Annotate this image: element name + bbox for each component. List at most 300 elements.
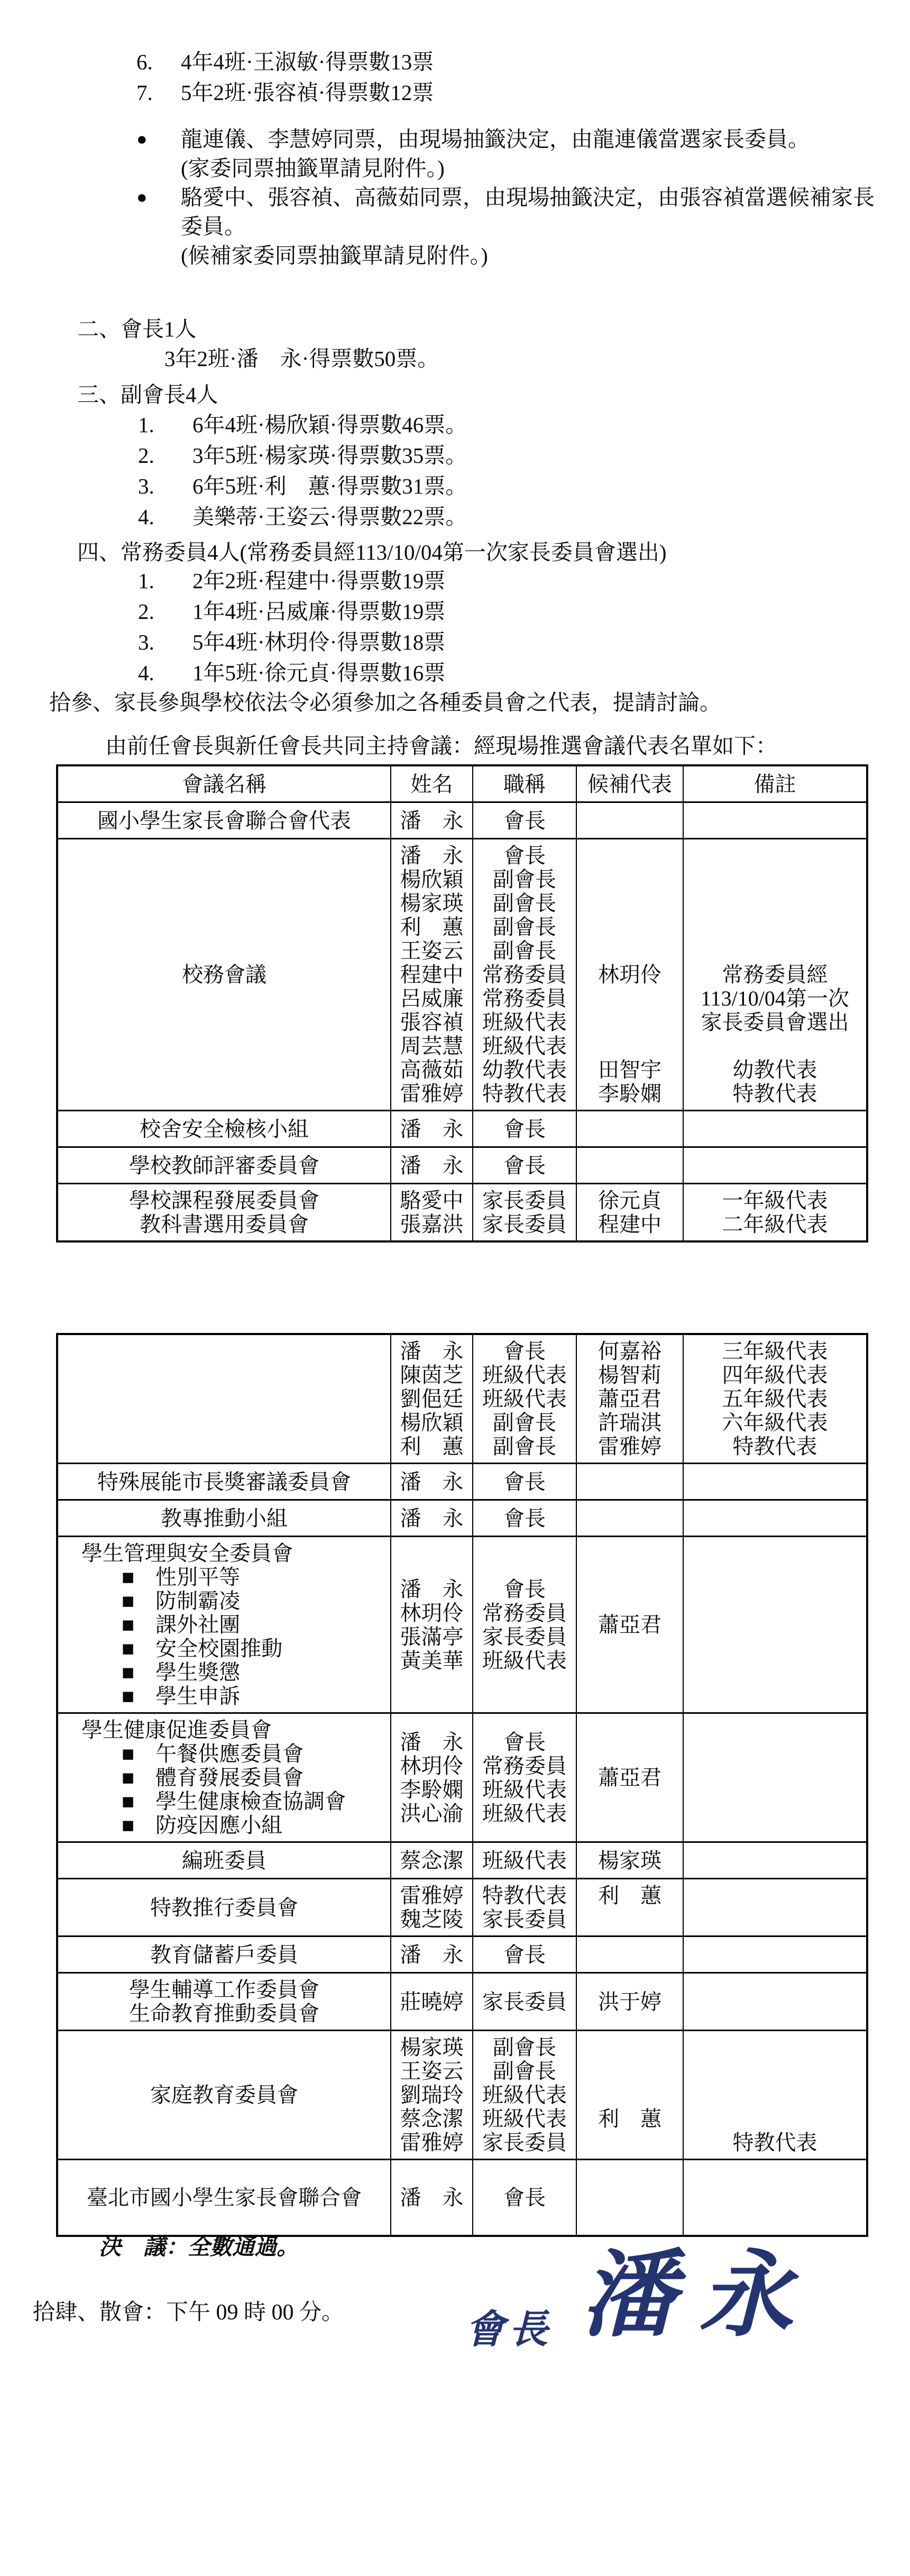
text-line: 常務委員經 <box>722 963 828 986</box>
top-list-item <box>136 47 434 77</box>
text-line: 潘 永 <box>400 1730 464 1754</box>
table-row <box>58 1501 866 1537</box>
cell-titles <box>473 1111 577 1146</box>
table-row <box>58 2031 866 2160</box>
table-row <box>58 1335 866 1464</box>
header-text: 會議名稱 <box>182 772 266 796</box>
text-line: 副會長 <box>493 939 556 963</box>
cell-alternates <box>577 1974 684 2030</box>
item-text: 1年5班·徐元貞·得票數16票 <box>192 661 446 685</box>
item-number: 2. <box>138 443 154 468</box>
item-number: 2. <box>138 599 154 624</box>
text-line: 班級代表 <box>482 1010 567 1034</box>
text-line: 一年級代表 <box>722 1189 828 1212</box>
text-line: 徐元貞 <box>598 1189 661 1212</box>
text-line: 學生輔導工作委員會 <box>129 1978 319 2002</box>
header-cell <box>577 766 684 801</box>
item-number: 1. <box>138 569 154 593</box>
cell-names <box>391 1537 473 1712</box>
closing-line: 拾肆、散會：下午 09 時 00 分。 <box>33 2300 344 2325</box>
text-line: 潘 永 <box>400 1942 464 1967</box>
text-line: 家長委員 <box>482 1907 567 1931</box>
table-row <box>58 1111 866 1148</box>
text-line: 班級代表 <box>482 1387 567 1411</box>
text-line: ■ 學生健康檢查協調會 <box>122 1789 346 1813</box>
cell-remarks <box>684 1111 866 1146</box>
committee-representatives-table-1 <box>56 764 868 1243</box>
text-line: 會長 <box>503 2186 546 2209</box>
note-text: (候補家委同票抽籤單請見附件。) <box>181 243 488 268</box>
cell-titles <box>473 803 577 838</box>
text-line: 會長 <box>503 844 546 867</box>
cell-names <box>391 1184 473 1240</box>
item-number: 1. <box>138 413 154 437</box>
text-line: 學校教師評審委員會 <box>129 1153 319 1177</box>
signature-title: 會長 <box>465 2308 552 2352</box>
cell-titles <box>473 1335 577 1463</box>
text-line: 常務委員 <box>482 1753 567 1778</box>
vice-chairman-item <box>138 440 467 471</box>
cell-remarks <box>684 1184 866 1240</box>
section-vice-chairman-heading: 三、副會長4人 <box>77 382 218 407</box>
text-line: 班級代表 <box>482 2107 567 2131</box>
text-line: 特教代表 <box>732 1435 817 1458</box>
cell-committee <box>58 1937 391 1972</box>
note-text: 駱愛中、張容禎、高薇茹同票，由現場抽籤決定，由張容禎當選候補家長 <box>181 185 875 209</box>
text-line: 副會長 <box>493 2059 556 2083</box>
cell-titles <box>473 2160 577 2235</box>
chairman-signature <box>465 2235 793 2357</box>
text-line: 特教代表 <box>732 1082 817 1106</box>
text-line: 四年級代表 <box>722 1363 828 1387</box>
section-chairman-result: 3年2班·潘 永·得票數50票。 <box>164 346 439 371</box>
text-line: 副會長 <box>493 867 556 891</box>
text-line: 張滿亭 <box>400 1624 464 1649</box>
text-line: 班級代表 <box>482 1848 567 1872</box>
text-line: 田智宇 <box>598 1058 661 1082</box>
cell-alternates <box>577 1501 684 1536</box>
cell-alternates <box>577 1335 684 1463</box>
text-line: 家長委員會選出 <box>701 1010 849 1034</box>
text-line: 楊家瑛 <box>400 891 464 915</box>
text-line: 楊欣穎 <box>400 1411 464 1435</box>
cell-titles <box>473 1879 577 1935</box>
text-line: 王姿云 <box>400 2059 464 2083</box>
text-line: 副會長 <box>493 1435 556 1458</box>
text-line: 副會長 <box>493 891 556 915</box>
standing-committee-item <box>138 657 445 688</box>
cell-committee <box>58 839 391 1110</box>
text-line: 生命教育推動委員會 <box>129 2002 319 2025</box>
note-line <box>136 212 875 241</box>
text-line: 楊家瑛 <box>598 1848 661 1872</box>
cell-remarks <box>684 1501 866 1536</box>
cell-remarks <box>684 1537 866 1712</box>
cell-titles <box>473 1501 577 1536</box>
text-line: 三年級代表 <box>722 1339 828 1363</box>
text-line: 學生健康促進委員會 <box>81 1718 272 1742</box>
header-cell <box>473 766 577 801</box>
text-line: 利 蕙 <box>598 1884 661 1907</box>
cell-committee <box>58 1501 391 1536</box>
cell-names <box>391 839 473 1110</box>
item-text: 2年2班·程建中·得票數19票 <box>192 569 446 593</box>
text-line: 潘 永 <box>400 2186 464 2209</box>
cell-alternates <box>577 839 684 1110</box>
text-line: ■ 性別平等 <box>122 1565 241 1589</box>
item-text: 美樂蒂·王姿云·得票數22票。 <box>192 505 467 529</box>
text-line: 班級代表 <box>482 1777 567 1802</box>
table-intro-line: 由前任會長與新任會長共同主持會議：經現場推選會議代表名單如下： <box>105 734 777 758</box>
item-text: 3年5班·楊家瑛·得票數35票。 <box>192 443 467 468</box>
cell-remarks <box>684 2160 866 2235</box>
text-line: 李駖嫻 <box>598 1082 661 1106</box>
cell-titles <box>473 1184 577 1240</box>
item-text: 1年4班·呂威廉·得票數19票 <box>192 599 446 624</box>
section-standing-committee-heading: 四、常務委員4人(常務委員經113/10/04第一次家長委員會選出) <box>77 540 667 564</box>
text-line: ■ 學生獎懲 <box>122 1660 241 1684</box>
text-line: 班級代表 <box>482 1648 567 1673</box>
cell-names <box>391 2031 473 2159</box>
text-line: 五年級代表 <box>722 1387 828 1411</box>
text-line: 特教代表 <box>732 2131 817 2154</box>
table-header-row <box>58 766 866 803</box>
note-line <box>136 154 875 183</box>
cell-committee <box>58 1184 391 1240</box>
text-line: 蕭亞君 <box>598 1387 661 1411</box>
text-line: 林玥伶 <box>400 1753 464 1778</box>
cell-committee <box>58 1879 391 1935</box>
header-cell <box>391 766 473 801</box>
cell-alternates <box>577 1879 684 1935</box>
cell-names <box>391 1464 473 1499</box>
item-number: 3. <box>138 630 154 654</box>
text-line: 許瑞淇 <box>598 1411 661 1435</box>
cell-titles <box>473 1714 577 1841</box>
standing-committee-item <box>138 565 445 596</box>
cell-alternates <box>577 1843 684 1878</box>
text-line: ■ 午餐供應委員會 <box>122 1742 304 1766</box>
text-line: 會長 <box>503 1117 546 1141</box>
standing-committee-item <box>138 627 445 657</box>
text-line: 六年級代表 <box>722 1411 828 1435</box>
table-row <box>58 1148 866 1184</box>
header-text: 職稱 <box>503 772 546 796</box>
cell-remarks <box>684 2031 866 2159</box>
vice-chairman-item <box>138 471 467 501</box>
text-line: ■ 安全校園推動 <box>122 1637 283 1660</box>
bullet-spacer <box>136 154 181 183</box>
text-line: 劉瑞玲 <box>400 2083 464 2107</box>
vice-chairman-list <box>138 409 467 532</box>
item-text: 6年4班·楊欣穎·得票數46票。 <box>192 413 467 437</box>
text-line: 劉俋廷 <box>400 1387 464 1411</box>
cell-committee <box>58 1464 391 1499</box>
table-row <box>58 1537 866 1714</box>
text-line: ■ 體育發展委員會 <box>122 1766 304 1789</box>
text-line: 潘 永 <box>400 1153 464 1177</box>
text-line: 王姿云 <box>400 939 464 963</box>
cell-alternates <box>577 1148 684 1183</box>
text-line: 副會長 <box>493 2035 556 2059</box>
text-line: 特殊展能市長獎審議委員會 <box>97 1469 351 1494</box>
text-line: 校舍安全檢核小組 <box>140 1117 309 1141</box>
text-line: 李駖嫻 <box>400 1777 464 1802</box>
cell-alternates <box>577 2031 684 2159</box>
header-cell <box>58 766 391 801</box>
cell-names <box>391 2160 473 2235</box>
cell-names <box>391 1843 473 1878</box>
cell-alternates <box>577 2160 684 2235</box>
text-line: 雷雅婷 <box>400 1082 464 1106</box>
table-row <box>58 1879 866 1937</box>
text-line: 113/10/04第一次 <box>701 986 849 1010</box>
cell-names <box>391 803 473 838</box>
text-line: 潘 永 <box>400 808 464 833</box>
text-line: 常務委員 <box>482 963 567 986</box>
text-line: 教專推動小組 <box>161 1506 288 1530</box>
text-line: 教科書選用委員會 <box>140 1212 309 1236</box>
text-line: 程建中 <box>598 1212 661 1236</box>
item-number: 3. <box>138 474 154 498</box>
text-line: 家長委員 <box>482 1989 567 2014</box>
text-line: 雷雅婷 <box>598 1435 661 1458</box>
text-line: 張嘉洪 <box>400 1212 464 1236</box>
cell-names <box>391 1501 473 1536</box>
committee-representatives-table-2 <box>56 1333 868 2237</box>
table-row <box>58 1937 866 1974</box>
text-line: 班級代表 <box>482 1034 567 1058</box>
text-line: 國小學生家長會聯合會代表 <box>97 808 351 833</box>
text-line: 常務委員 <box>482 1601 567 1625</box>
text-line: 洪于婷 <box>598 1989 661 2014</box>
cell-titles <box>473 1464 577 1499</box>
cell-alternates <box>577 1184 684 1240</box>
cell-remarks <box>684 1879 866 1935</box>
item-text: 4年4班·王淑敏·得票數13票 <box>181 50 434 74</box>
item-number: 7. <box>136 80 153 105</box>
text-line: 會長 <box>503 1577 546 1601</box>
text-line: 高薇茹 <box>400 1058 464 1082</box>
item-text: 6年5班·利 蕙·得票數31票。 <box>192 474 467 498</box>
text-line: 楊智莉 <box>598 1363 661 1387</box>
item-number: 4. <box>138 505 154 529</box>
cell-titles <box>473 1974 577 2030</box>
text-line: 幼教代表 <box>732 1058 817 1082</box>
text-line: 張容禎 <box>400 1010 464 1034</box>
table-row <box>58 1974 866 2031</box>
text-line: 雷雅婷 <box>400 2131 464 2154</box>
item-text: 5年4班·林玥伶·得票數18票 <box>192 630 446 654</box>
cell-remarks <box>684 839 866 1110</box>
text-line: 潘 永 <box>400 1577 464 1601</box>
text-line: 程建中 <box>400 963 464 986</box>
cell-committee <box>58 1335 391 1463</box>
text-line: 利 蕙 <box>400 915 464 939</box>
text-line: 會長 <box>503 1942 546 1967</box>
text-line: 二年級代表 <box>722 1212 828 1236</box>
text-line: 蔡念潔 <box>400 2107 464 2131</box>
cell-alternates <box>577 1937 684 1972</box>
text-line: 洪心渝 <box>400 1801 464 1825</box>
text-line: 潘 永 <box>400 1117 464 1141</box>
text-line: 會長 <box>503 808 546 833</box>
section-chairman-heading: 二、會長1人 <box>77 317 197 341</box>
cell-remarks <box>684 803 866 838</box>
text-line: 駱愛中 <box>400 1189 464 1212</box>
text-line: 會長 <box>503 1469 546 1494</box>
standing-committee-item <box>138 596 445 627</box>
text-line: 雷雅婷 <box>400 1884 464 1907</box>
text-line: 林玥伶 <box>400 1601 464 1625</box>
decision-line: 決 議：全數通過。 <box>99 2235 299 2260</box>
cell-remarks <box>684 1937 866 1972</box>
table-row <box>58 2160 866 2235</box>
vice-chairman-item <box>138 409 467 440</box>
text-line: ■ 防制霸凌 <box>122 1589 241 1613</box>
text-line: 呂威廉 <box>400 986 464 1010</box>
cell-alternates <box>577 803 684 838</box>
table-row <box>58 803 866 839</box>
note-line <box>136 125 875 154</box>
cell-titles <box>473 1937 577 1972</box>
cell-committee <box>58 1714 391 1841</box>
table-row <box>58 1464 866 1501</box>
note-text: (家委同票抽籤單請見附件。) <box>181 156 445 180</box>
text-line: 會長 <box>503 1506 546 1530</box>
cell-names <box>391 1714 473 1841</box>
text-line: 臺北市國小學生家長會聯合會 <box>87 2186 362 2209</box>
text-line: 潘 永 <box>400 1339 464 1363</box>
cell-titles <box>473 2031 577 2159</box>
note-text: 龍連儀、李慧婷同票，由現場抽籤決定，由龍連儀當選家長委員。 <box>181 127 810 151</box>
cell-remarks <box>684 1714 866 1841</box>
header-cell <box>684 766 866 801</box>
cell-names <box>391 1148 473 1183</box>
cell-titles <box>473 1148 577 1183</box>
top-numbered-list <box>136 47 434 108</box>
cell-remarks <box>684 1148 866 1183</box>
text-line: 蔡念潔 <box>400 1848 464 1872</box>
election-notes-bullet-list <box>136 125 875 270</box>
text-line: ■ 課外社團 <box>122 1613 241 1637</box>
text-line: 班級代表 <box>482 1801 567 1825</box>
text-line: 何嘉裕 <box>598 1339 661 1363</box>
bullet-spacer <box>136 241 181 270</box>
text-line: 潘 永 <box>400 1469 464 1494</box>
text-line: 學校課程發展委員會 <box>129 1189 319 1212</box>
cell-names <box>391 1937 473 1972</box>
cell-names <box>391 1879 473 1935</box>
header-text: 備註 <box>753 772 796 796</box>
cell-remarks <box>684 1974 866 2030</box>
text-line: 編班委員 <box>182 1848 266 1872</box>
text-line: 潘 永 <box>400 1506 464 1530</box>
text-line: 蕭亞君 <box>598 1766 661 1789</box>
cell-remarks <box>684 1335 866 1463</box>
text-line: ■ 防疫因應小組 <box>122 1813 283 1837</box>
text-line: 班級代表 <box>482 2083 567 2107</box>
text-line: 黃美華 <box>400 1648 464 1673</box>
text-line: 幼教代表 <box>482 1058 567 1082</box>
text-line: 班級代表 <box>482 1363 567 1387</box>
cell-committee <box>58 1111 391 1146</box>
text-line: 會長 <box>503 1153 546 1177</box>
cell-committee <box>58 2160 391 2235</box>
text-line: 利 蕙 <box>400 1435 464 1458</box>
text-line: 副會長 <box>493 915 556 939</box>
top-list-item <box>136 77 434 108</box>
text-line: 楊家瑛 <box>400 2035 464 2059</box>
cell-alternates <box>577 1537 684 1712</box>
text-line: 林玥伶 <box>598 963 661 986</box>
cell-titles <box>473 1843 577 1878</box>
cell-titles <box>473 1537 577 1712</box>
section-13-heading: 拾參、家長參與學校依法令必須參加之各種委員會之代表，提請討論。 <box>49 690 721 715</box>
bullet-icon: ● <box>136 188 148 207</box>
cell-names <box>391 1111 473 1146</box>
text-line: 蕭亞君 <box>598 1613 661 1637</box>
item-number: 4. <box>138 661 154 685</box>
cell-remarks <box>684 1843 866 1878</box>
note-text: 委員。 <box>181 214 246 239</box>
text-line: 特教推行委員會 <box>150 1895 298 1920</box>
note-line <box>136 183 875 212</box>
table-row <box>58 1714 866 1843</box>
bullet-spacer <box>136 212 181 241</box>
header-text: 候補代表 <box>587 772 672 796</box>
standing-committee-list <box>138 565 445 688</box>
item-text: 5年2班·張容禎·得票數12票 <box>181 80 434 105</box>
note-line <box>136 241 875 270</box>
table-row <box>58 839 866 1111</box>
text-line: 會長 <box>503 1339 546 1363</box>
text-line: 副會長 <box>493 1411 556 1435</box>
text-line: 家長委員 <box>482 1212 567 1236</box>
cell-remarks <box>684 1464 866 1499</box>
cell-names <box>391 1335 473 1463</box>
vice-chairman-item <box>138 501 467 532</box>
text-line: 潘 永 <box>400 844 464 867</box>
header-text: 姓名 <box>410 772 453 796</box>
cell-alternates <box>577 1714 684 1841</box>
cell-committee <box>58 1537 391 1712</box>
text-line: 特教代表 <box>482 1884 567 1907</box>
table-row <box>58 1184 866 1240</box>
text-line: ■ 學生申訴 <box>122 1684 241 1708</box>
text-line: 特教代表 <box>482 1082 567 1106</box>
text-line: 家長委員 <box>482 1189 567 1212</box>
text-line: 家長委員 <box>482 2131 567 2154</box>
cell-committee <box>58 803 391 838</box>
text-line: 莊曉婷 <box>400 1989 464 2014</box>
text-line: 周芸慧 <box>400 1034 464 1058</box>
cell-alternates <box>577 1464 684 1499</box>
cell-titles <box>473 839 577 1110</box>
cell-committee <box>58 1974 391 2030</box>
bullet-icon: ● <box>136 130 148 149</box>
cell-committee <box>58 2031 391 2159</box>
text-line: 家長委員 <box>482 1624 567 1649</box>
cell-alternates <box>577 1111 684 1146</box>
signature-name: 潘 永 <box>581 2243 793 2348</box>
text-line: 會長 <box>503 1730 546 1754</box>
item-number: 6. <box>136 50 153 74</box>
text-line: 魏芝陵 <box>400 1907 464 1931</box>
text-line: 家庭教育委員會 <box>150 2083 298 2107</box>
cell-names <box>391 1974 473 2030</box>
text-line: 校務會議 <box>182 963 266 986</box>
